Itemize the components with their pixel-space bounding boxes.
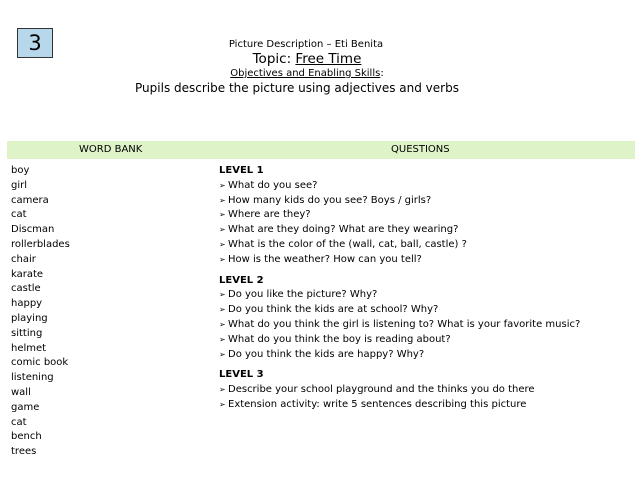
question-text: Do you like the picture? Why? xyxy=(228,289,378,301)
question-text: Do you think the kids are happy? Why? xyxy=(228,348,425,360)
arrow-bullet-icon: ➢ xyxy=(219,319,226,329)
word-item: helmet xyxy=(11,342,47,354)
question-text: Extension activity: write 5 sentences describing this picture xyxy=(228,398,527,410)
goal-text: Pupils describe the picture using adjectives and verbs xyxy=(135,81,459,95)
word-bank-list xyxy=(11,164,70,460)
word-item: comic book xyxy=(11,357,69,369)
slide-number: 3 xyxy=(17,28,53,58)
level-3-heading: LEVEL 3 xyxy=(219,369,264,381)
topic-line xyxy=(0,51,626,67)
word-item: cat xyxy=(11,209,27,221)
word-item: rollerblades xyxy=(11,238,70,250)
word-item: listening xyxy=(11,372,54,384)
level-2-heading: LEVEL 2 xyxy=(219,274,264,286)
question-item xyxy=(219,318,633,333)
word-item: karate xyxy=(11,268,44,280)
question-text: How is the weather? How can you tell? xyxy=(228,253,422,265)
word-item: playing xyxy=(11,312,48,324)
question-item xyxy=(219,288,633,303)
arrow-bullet-icon: ➢ xyxy=(219,254,226,264)
question-text: How many kids do you see? Boys / girls? xyxy=(228,194,432,206)
question-item xyxy=(219,194,633,209)
section-header-bar xyxy=(7,141,635,159)
question-item xyxy=(219,238,633,253)
question-text: Do you think the kids are at school? Why? xyxy=(228,304,439,316)
question-item xyxy=(219,223,633,238)
word-item: boy xyxy=(11,165,30,176)
question-text: What do you think the boy is reading about? xyxy=(228,333,451,345)
arrow-bullet-icon: ➢ xyxy=(219,334,226,344)
objectives-line xyxy=(0,68,626,79)
arrow-bullet-icon: ➢ xyxy=(219,225,226,235)
topic-name: Free Time xyxy=(295,51,362,67)
question-text: Describe your school playground and the thinks you do there xyxy=(228,384,535,396)
word-item: Discman xyxy=(11,224,55,236)
question-item xyxy=(219,179,633,194)
question-item xyxy=(219,208,633,223)
subtitle: Picture Description – Eti Benita xyxy=(228,39,384,50)
question-text: What do you think the girl is listening to? What is your favorite music? xyxy=(228,318,581,330)
topic-prefix: Topic: xyxy=(252,51,296,67)
arrow-bullet-icon: ➢ xyxy=(219,210,226,220)
level-1-heading: LEVEL 1 xyxy=(219,165,264,176)
questions-column xyxy=(219,164,633,413)
question-item xyxy=(219,383,633,398)
objectives-colon: : xyxy=(380,68,384,79)
question-text: Where are they? xyxy=(228,209,311,221)
word-item: trees xyxy=(11,446,37,458)
arrow-bullet-icon: ➢ xyxy=(219,305,226,315)
question-item xyxy=(219,303,633,318)
arrow-bullet-icon: ➢ xyxy=(219,195,226,205)
word-item: wall xyxy=(11,386,31,398)
question-text: What is the color of the (wall, cat, ball, castle) ? xyxy=(228,238,467,250)
arrow-bullet-icon: ➢ xyxy=(219,385,226,395)
word-item: camera xyxy=(11,194,49,206)
question-text: What are they doing? What are they wearing? xyxy=(228,224,459,236)
objectives-label: Objectives and Enabling Skills xyxy=(230,68,381,79)
arrow-bullet-icon: ➢ xyxy=(219,290,226,300)
arrow-bullet-icon: ➢ xyxy=(219,349,226,359)
question-item xyxy=(219,348,633,363)
arrow-bullet-icon: ➢ xyxy=(219,180,226,190)
word-item: cat xyxy=(11,416,27,428)
word-item: sitting xyxy=(11,327,43,339)
arrow-bullet-icon: ➢ xyxy=(219,399,226,409)
question-item xyxy=(219,398,633,413)
word-item: girl xyxy=(11,179,28,191)
word-item: happy xyxy=(11,298,43,310)
arrow-bullet-icon: ➢ xyxy=(219,239,226,249)
question-item xyxy=(219,333,633,348)
word-item: castle xyxy=(11,283,41,295)
questions-heading: QUESTIONS xyxy=(391,144,450,155)
question-text: What do you see? xyxy=(228,179,318,191)
word-item: game xyxy=(11,401,40,413)
word-item: chair xyxy=(11,253,36,265)
question-item xyxy=(219,253,633,268)
word-bank-heading: WORD BANK xyxy=(79,144,143,155)
word-item: bench xyxy=(11,431,42,443)
